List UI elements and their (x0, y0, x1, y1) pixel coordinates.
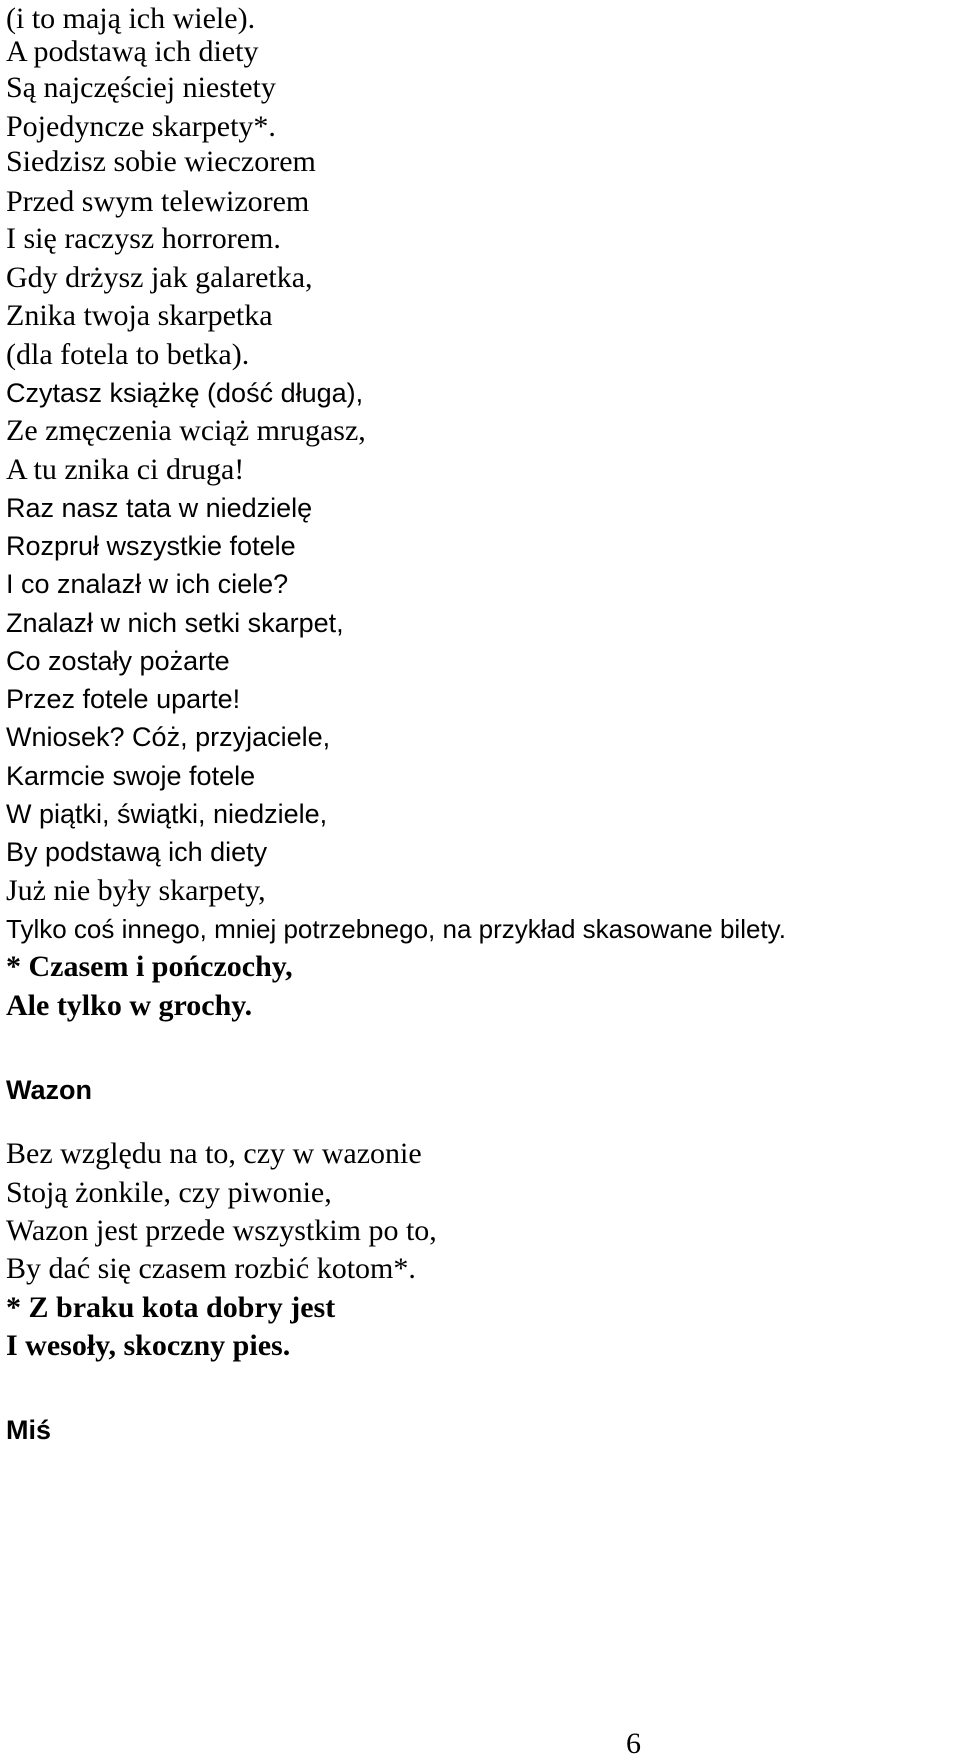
footnote-line: * Czasem i pończochy, (6, 950, 293, 983)
poem-line: Wniosek? Cóż, przyjaciele, (6, 722, 331, 752)
poem-line: Znalazł w nich setki skarpet, (6, 608, 344, 638)
section-title-mis: Miś (6, 1415, 52, 1445)
poem-line: A podstawą ich diety (6, 35, 259, 68)
poem-line: A tu znika ci druga! (6, 453, 245, 486)
footnote-line: I wesoły, skoczny pies. (6, 1329, 291, 1362)
poem-line: Gdy drżysz jak galaretka, (6, 261, 313, 294)
poem-line: Są najczęściej niestety (6, 71, 276, 104)
footnote-line: * Z braku kota dobry jest (6, 1291, 336, 1324)
poem-line: Pojedyncze skarpety*. (6, 110, 276, 143)
poem-line: Tylko coś innego, mniej potrzebnego, na przykład skasowane bilety. (6, 914, 786, 944)
poem-line: W piątki, świątki, niedziele, (6, 799, 328, 829)
poem-line: (dla fotela to betka). (6, 338, 250, 371)
poem-line: By dać się czasem rozbić kotom*. (6, 1252, 416, 1285)
poem-line: Raz nasz tata w niedzielę (6, 493, 313, 523)
poem-line: Siedzisz sobie wieczorem (6, 145, 316, 178)
section-title-wazon: Wazon (6, 1075, 92, 1105)
poem-line: I co znalazł w ich ciele? (6, 569, 289, 599)
poem-line: Już nie były skarpety, (6, 874, 266, 907)
poem-line: By podstawą ich diety (6, 837, 268, 867)
poem-line: Stoją żonkile, czy piwonie, (6, 1176, 332, 1209)
poem-line: Znika twoja skarpetka (6, 299, 273, 332)
poem-line: Bez względu na to, czy w wazonie (6, 1137, 422, 1170)
page-number: 6 (626, 1727, 641, 1760)
poem-line: (i to mają ich wiele). (6, 2, 256, 35)
poem-line: Ze zmęczenia wciąż mrugasz, (6, 414, 366, 447)
poem-line: Czytasz książkę (dość długa), (6, 378, 364, 408)
poem-line: Co zostały pożarte (6, 646, 230, 676)
poem-line: Rozpruł wszystkie fotele (6, 531, 296, 561)
footnote-line: Ale tylko w grochy. (6, 989, 253, 1022)
poem-line: I się raczysz horrorem. (6, 222, 281, 255)
poem-line: Karmcie swoje fotele (6, 761, 256, 791)
poem-line: Wazon jest przede wszystkim po to, (6, 1214, 437, 1247)
poem-line: Przez fotele uparte! (6, 684, 241, 714)
poem-line: Przed swym telewizorem (6, 185, 310, 218)
